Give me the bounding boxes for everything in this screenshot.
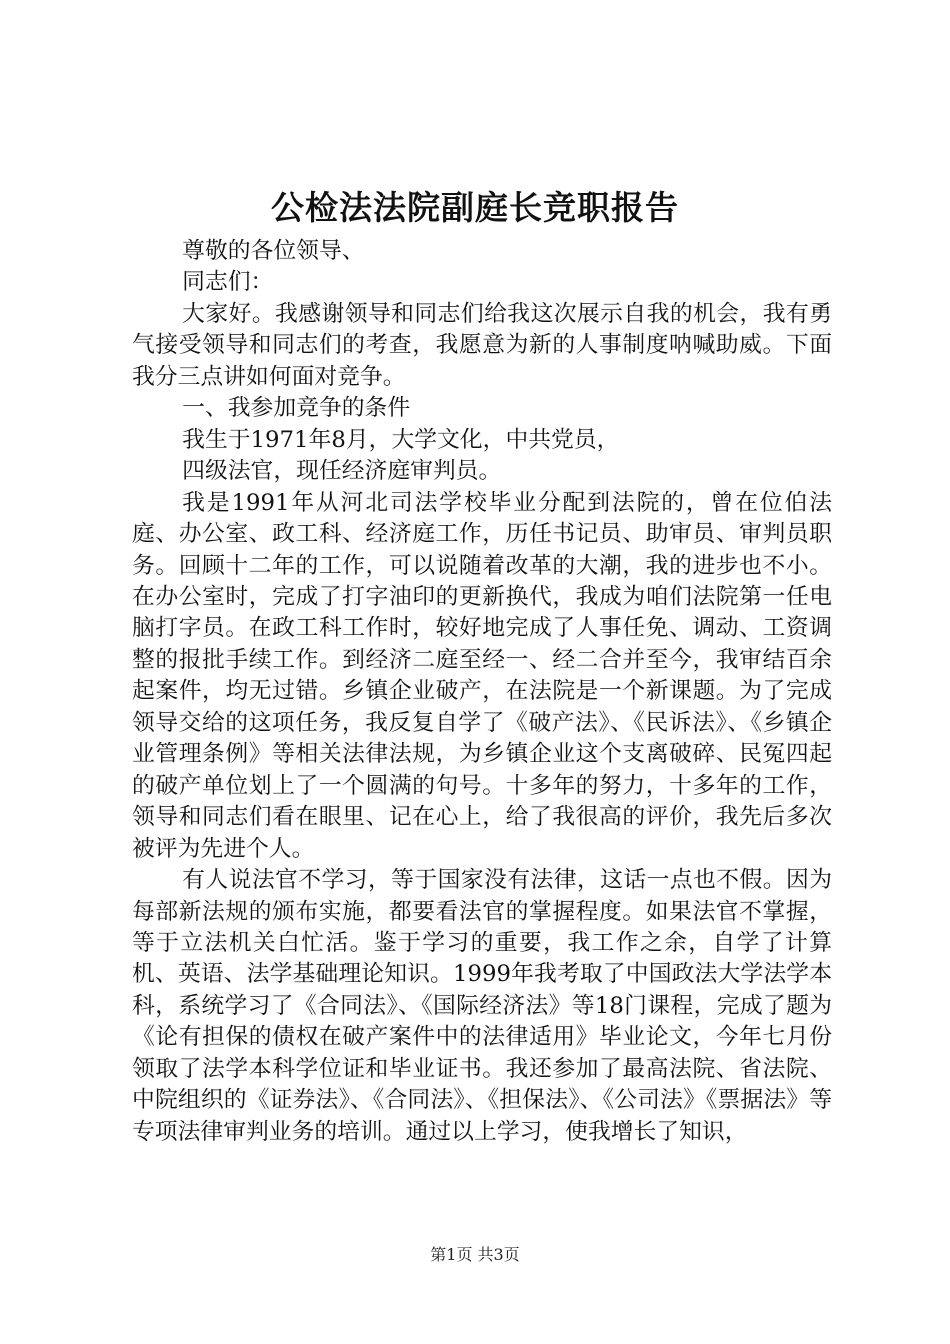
profile-line-2: 四级法官，现任经济庭审判员。 xyxy=(182,458,502,485)
study-paragraph: 有人说法官不学习，等于国家没有法律，这话一点也不假。因为每部新法规的颁布实施，都要看法官的掌握程度。如果法官不掌握，等于立法机关白忙活。鉴于学习的重要，我工作之余，自学了计算机、英语、法学基础理论知识。1999年我考取了中国政法大学法学本科，系统学习了《合同法》、《国际经济法》等18门课程，完成了题为《论有担保的债权在破产案件中的法律适用》毕业论文，今年七月份领取了法学本科学位证和毕业证书。我还参加了最高法院、省法院、中院组织的《证券法》、《合同法》、《担保法》、《公司法》《票据法》等专项法律审判业务的培训。通过以上学习，使我增长了知识， xyxy=(132,867,832,1145)
document-body xyxy=(132,236,832,1148)
opening-paragraph: 大家好。我感谢领导和同志们给我这次展示自我的机会，我有勇气接受领导和同志们的考查，我愿意为新的人事制度呐喊助威。下面我分三点讲如何面对竞争。 xyxy=(132,300,832,390)
work-history-paragraph: 我是1991年从河北司法学校毕业分配到法院的，曾在位伯法庭、办公室、政工科、经济庭工作，历任书记员、助审员、审判员职务。回顾十二年的工作，可以说随着改革的大潮，我的进步也不小。在办公室时，完成了打字油印的更新换代，我成为咱们法院第一任电脑打字员。在政工科工作时，较好地完成了人事任免、调动、工资调整的报批手续工作。到经济二庭至经一、经二合并至今，我审结百余起案件，均无过错。乡镇企业破产，在法院是一个新课题。为了完成领导交给的这项任务，我反复自学了《破产法》、《民诉法》、《乡镇企业管理条例》等相关法律法规，为乡镇企业这个支离破碎、民冤四起的破产单位划上了一个圆满的句号。十多年的努力，十多年的工作，领导和同志们看在眼里、记在心上，给了我很高的评价，我先后多次被评为先进个人。 xyxy=(132,489,832,862)
page-number-footer: 第1页 共3页 xyxy=(430,1245,520,1264)
salutation-line-1: 尊敬的各位领导、 xyxy=(182,238,365,264)
section-heading-1: 一、我参加竞争的条件 xyxy=(182,395,411,422)
profile-line-1: 我生于1971年8月，大学文化，中共党员， xyxy=(182,426,620,453)
salutation-line-2: 同志们： xyxy=(182,269,274,296)
document-title: 公检法法院副庭长竞职报告 xyxy=(271,188,679,227)
